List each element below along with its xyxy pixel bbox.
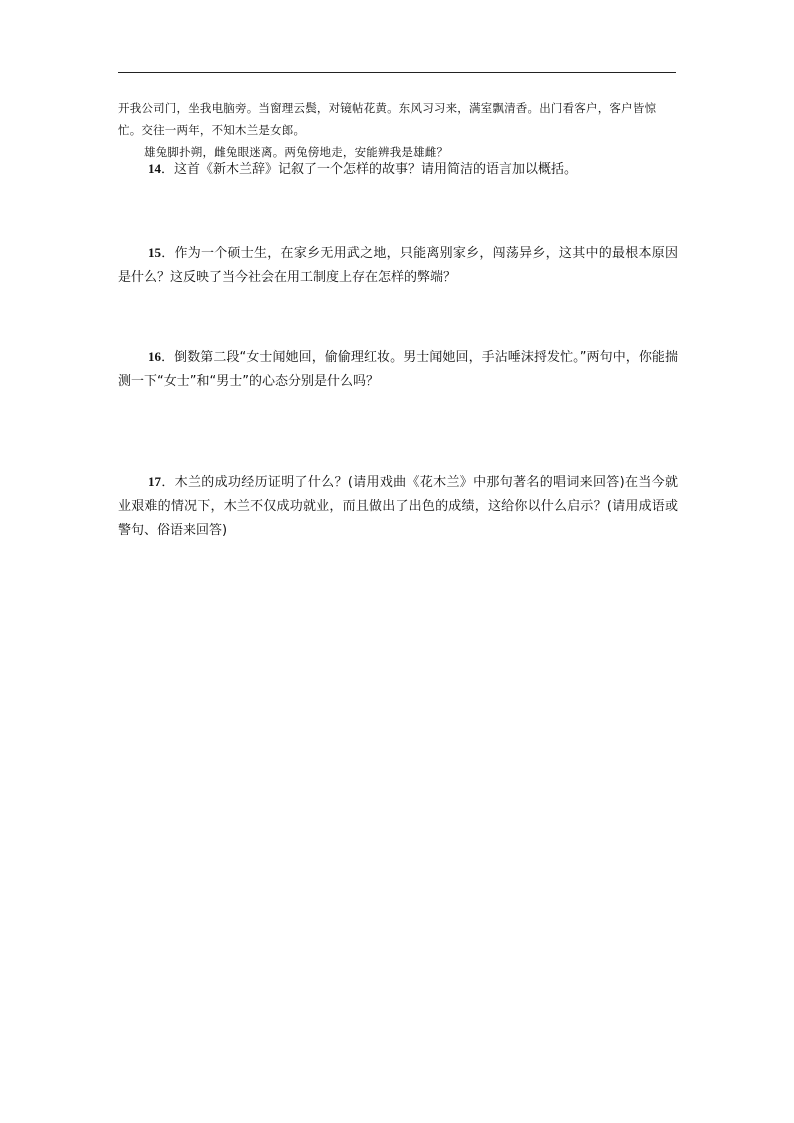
question-number: 14: [148, 161, 161, 176]
poem-line: 雄兔脚扑朔，雌兔眼迷离。两兔傍地走，安能辨我是雄雌？: [144, 145, 449, 159]
question-number: 15: [148, 245, 161, 260]
question-text: ．倒数第二段“女士闻她回，偷偷理红妆。男士闻她回，手沾唾沫捋发忙。”两句中，你能揣测一下“女士”和“男士”的心态分别是什么吗？: [118, 350, 678, 389]
question-text: ．作为一个硕士生，在家乡无用武之地，只能离别家乡，闯荡异乡，这其中的最根本原因是什么？这反映了当今社会在用工制度上存在怎样的弊端？: [118, 246, 678, 285]
question-17: [118, 470, 678, 543]
question-15: [118, 241, 678, 290]
poem-line: 开我公司门，坐我电脑旁。当窗理云鬓，对镜帖花黄。东风习习来，满室飘清香。出门看客户，客户皆惊忙。交往一两年，不知木兰是女郎。: [118, 101, 657, 137]
question-14: [118, 157, 678, 182]
question-number: 16: [148, 349, 161, 364]
question-16: [118, 345, 678, 394]
header-rule: [118, 72, 676, 73]
question-text: ．这首《新木兰辞》记叙了一个怎样的故事？请用简洁的语言加以概括。: [161, 162, 578, 177]
question-text: ．木兰的成功经历证明了什么？(请用戏曲《花木兰》中那句著名的唱词来回答)在当今就业艰难的情况下，木兰不仅成功就业，而且做出了出色的成绩，这给你以什么启示？(请用成语或警句、俗语来回答): [118, 475, 678, 538]
question-number: 17: [148, 474, 161, 489]
poem-excerpt: [118, 97, 678, 163]
